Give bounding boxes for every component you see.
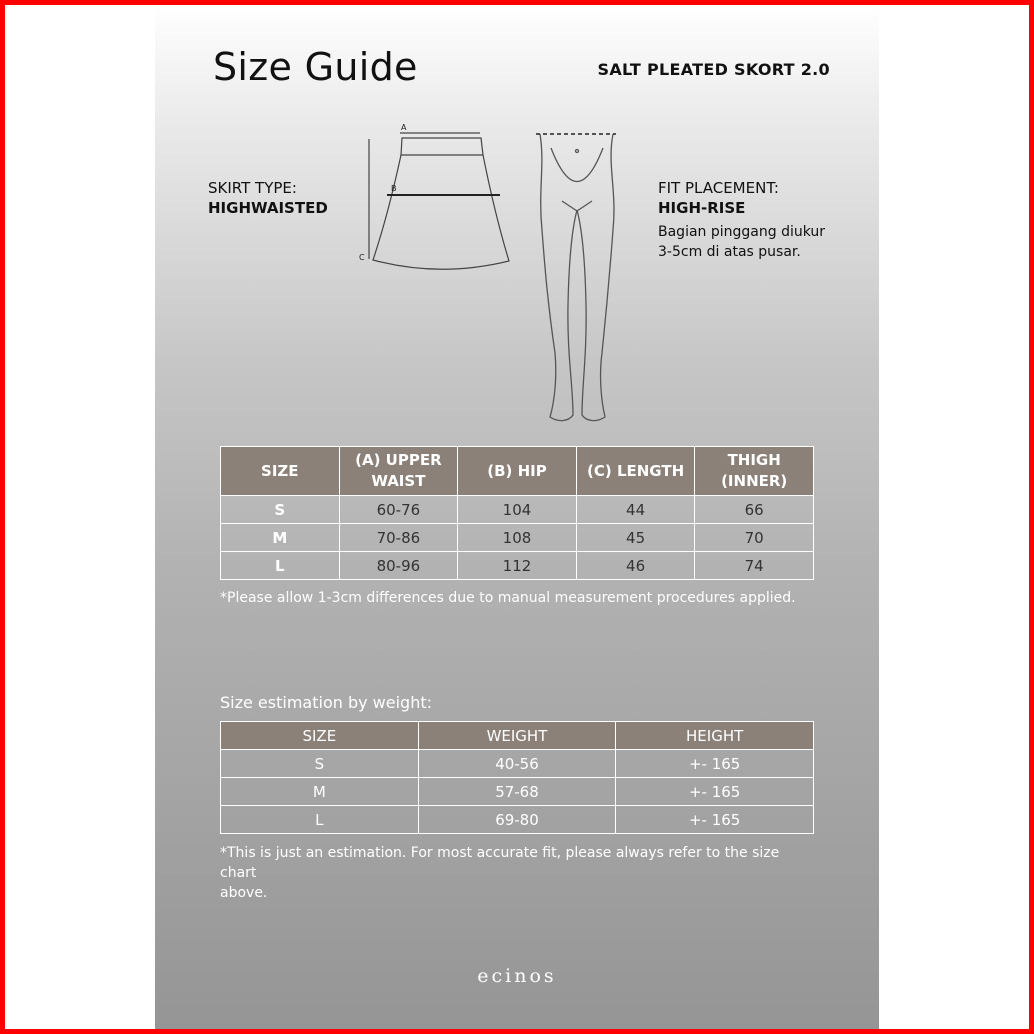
cell-thigh: 66 — [695, 496, 814, 524]
cell-height: +- 165 — [616, 806, 814, 834]
cell-weight: 69-80 — [418, 806, 616, 834]
table-row — [221, 806, 814, 834]
size-guide-page — [155, 5, 879, 1029]
skirt-type-value: HIGHWAISTED — [208, 199, 328, 217]
product-name: SALT PLEATED SKORT 2.0 — [597, 60, 830, 79]
cell-thigh: 74 — [695, 552, 814, 580]
header-weight: WEIGHT — [418, 722, 616, 750]
size-chart-table — [220, 446, 814, 580]
cell-length: 45 — [576, 524, 695, 552]
size-chart-header-row — [221, 447, 814, 496]
cell-thigh: 70 — [695, 524, 814, 552]
header-upper-waist: (A) UPPER WAIST — [339, 447, 458, 496]
cell-upper-waist: 60-76 — [339, 496, 458, 524]
cell-height: +- 165 — [616, 750, 814, 778]
table-row — [221, 524, 814, 552]
skirt-type-label: SKIRT TYPE: — [208, 179, 297, 197]
page-title: Size Guide — [213, 45, 418, 89]
size-chart-footnote: *Please allow 1-3cm differences due to manual measurement procedures applied. — [220, 590, 796, 606]
header-thigh: THIGH (INNER) — [695, 447, 814, 496]
marker-a: A — [401, 123, 407, 132]
left-leg-outline — [540, 134, 577, 421]
cell-size: M — [221, 524, 340, 552]
marker-c: C — [359, 253, 365, 262]
weight-estimation-table — [220, 721, 814, 834]
cell-size: L — [221, 552, 340, 580]
legs-figure-illustration — [155, 5, 879, 445]
cell-length: 46 — [576, 552, 695, 580]
table-row — [221, 778, 814, 806]
fit-placement-note: Bagian pinggang diukur 3-5cm di atas pusar. — [658, 224, 826, 260]
fit-placement-value: HIGH-RISE — [658, 199, 746, 217]
weight-estimation-footnote: *This is just an estimation. For most accurate fit, please always refer to the size chart above. — [220, 845, 780, 901]
crotch-line — [562, 201, 592, 211]
table-row — [221, 496, 814, 524]
fit-placement-label: FIT PLACEMENT: — [658, 179, 779, 197]
cell-upper-waist: 80-96 — [339, 552, 458, 580]
header-size: SIZE — [221, 447, 340, 496]
weight-estimation-title: Size estimation by weight: — [220, 693, 432, 712]
header-hip: (B) HIP — [458, 447, 577, 496]
navel — [576, 150, 579, 153]
cell-upper-waist: 70-86 — [339, 524, 458, 552]
cell-weight: 40-56 — [418, 750, 616, 778]
table-row — [221, 750, 814, 778]
cell-hip: 108 — [458, 524, 577, 552]
cell-size: M — [221, 778, 419, 806]
marker-b: B — [391, 184, 397, 193]
cell-weight: 57-68 — [418, 778, 616, 806]
cell-height: +- 165 — [616, 778, 814, 806]
cell-size: L — [221, 806, 419, 834]
right-leg-outline — [577, 134, 614, 421]
brand-logo: ecinos — [477, 965, 557, 987]
header-height: HEIGHT — [616, 722, 814, 750]
header-size: SIZE — [221, 722, 419, 750]
cell-hip: 104 — [458, 496, 577, 524]
cell-size: S — [221, 750, 419, 778]
weight-header-row — [221, 722, 814, 750]
cell-hip: 112 — [458, 552, 577, 580]
table-row — [221, 552, 814, 580]
header-length: (C) LENGTH — [576, 447, 695, 496]
cell-size: S — [221, 496, 340, 524]
cell-length: 44 — [576, 496, 695, 524]
